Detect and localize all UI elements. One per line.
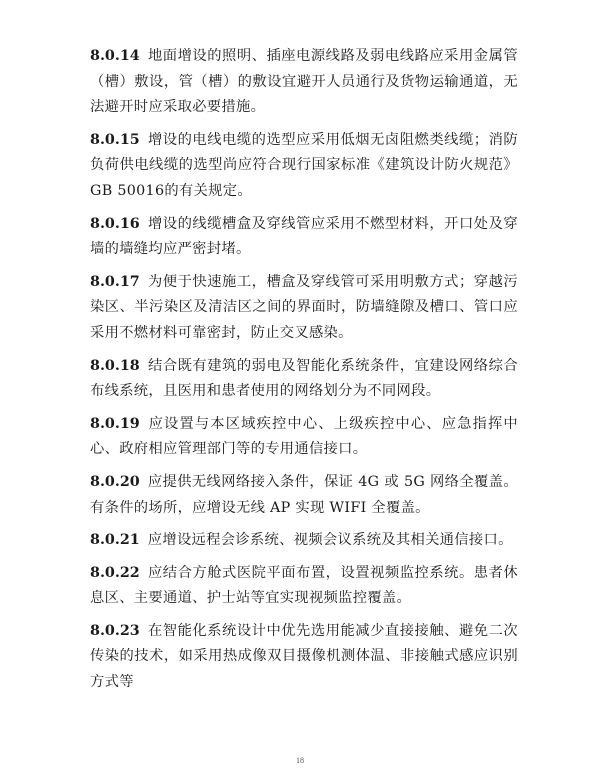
clause-number: 8.0.21 — [90, 532, 140, 549]
clause-number: 8.0.22 — [90, 564, 140, 581]
clause-8-0-21 — [90, 528, 518, 554]
clause-8-0-18 — [90, 354, 518, 405]
clause-number: 8.0.18 — [90, 357, 140, 374]
clause-number: 8.0.16 — [90, 215, 140, 232]
clause-8-0-19 — [90, 412, 518, 463]
clause-text: 应提供无线网络接入条件，保证 4G 或 5G 网络全覆盖。有条件的场所，应增设无线 AP 实现 WIFI 全覆盖。 — [90, 473, 518, 516]
clause-8-0-22 — [90, 561, 518, 612]
clause-number: 8.0.14 — [90, 48, 140, 64]
clause-8-0-23 — [90, 619, 518, 696]
clause-number: 8.0.17 — [90, 273, 140, 290]
clause-text: 增设的电线电缆的选型应采用低烟无卤阻燃类线缆；消防负荷供电线缆的选型尚应符合现行国家标准《建筑设计防火规范》GB 50016的有关规定。 — [90, 131, 518, 199]
clause-text: 增设的线缆槽盒及穿线管应采用不燃型材料，开口处及穿墙的墙缝均应严密封堵。 — [90, 215, 518, 258]
clause-8-0-17 — [90, 270, 518, 347]
clause-number: 8.0.15 — [90, 131, 140, 148]
clause-text: 应设置与本区域疾控中心、上级疾控中心、应急指挥中心、政府相应管理部门等的专用通信接口。 — [90, 415, 518, 458]
clause-8-0-15 — [90, 128, 518, 205]
clause-text: 在智能化系统设计中优先选用能减少直接接触、避免二次传染的技术，如采用热成像双目摄像机测体温、非接触式感应识别方式等 — [90, 622, 518, 691]
clause-text: 为便于快速施工，槽盒及穿线管可采用明敷方式；穿越污染区、半污染区及清洁区之间的界面时，防墙缝隙及槽口、管口应采用不燃材料可靠密封，防止交叉感染。 — [90, 273, 518, 341]
clause-number: 8.0.20 — [90, 473, 140, 490]
clause-8-0-16 — [90, 212, 518, 263]
clause-list — [90, 44, 518, 703]
page-number: 18 — [296, 756, 304, 765]
clause-text: 地面增设的照明、插座电源线路及弱电线路应采用金属管（槽）敷设，管（槽）的敷设宜避开人员通行及货物运输通道，无法避开时应采取必要措施。 — [90, 48, 518, 116]
clause-number: 8.0.19 — [90, 415, 140, 432]
clause-8-0-14 — [90, 44, 518, 121]
clause-text: 应增设远程会诊系统、视频会议系统及其相关通信接口。 — [147, 532, 513, 549]
clause-number: 8.0.23 — [90, 622, 140, 639]
clause-text: 应结合方舱式医院平面布置，设置视频监控系统。患者休息区、主要通道、护士站等宜实现视频监控覆盖。 — [90, 564, 518, 607]
clause-text: 结合既有建筑的弱电及智能化系统条件，宜建设网络综合布线系统，且医用和患者使用的网络划分为不同网段。 — [90, 357, 518, 400]
clause-8-0-20 — [90, 470, 518, 521]
